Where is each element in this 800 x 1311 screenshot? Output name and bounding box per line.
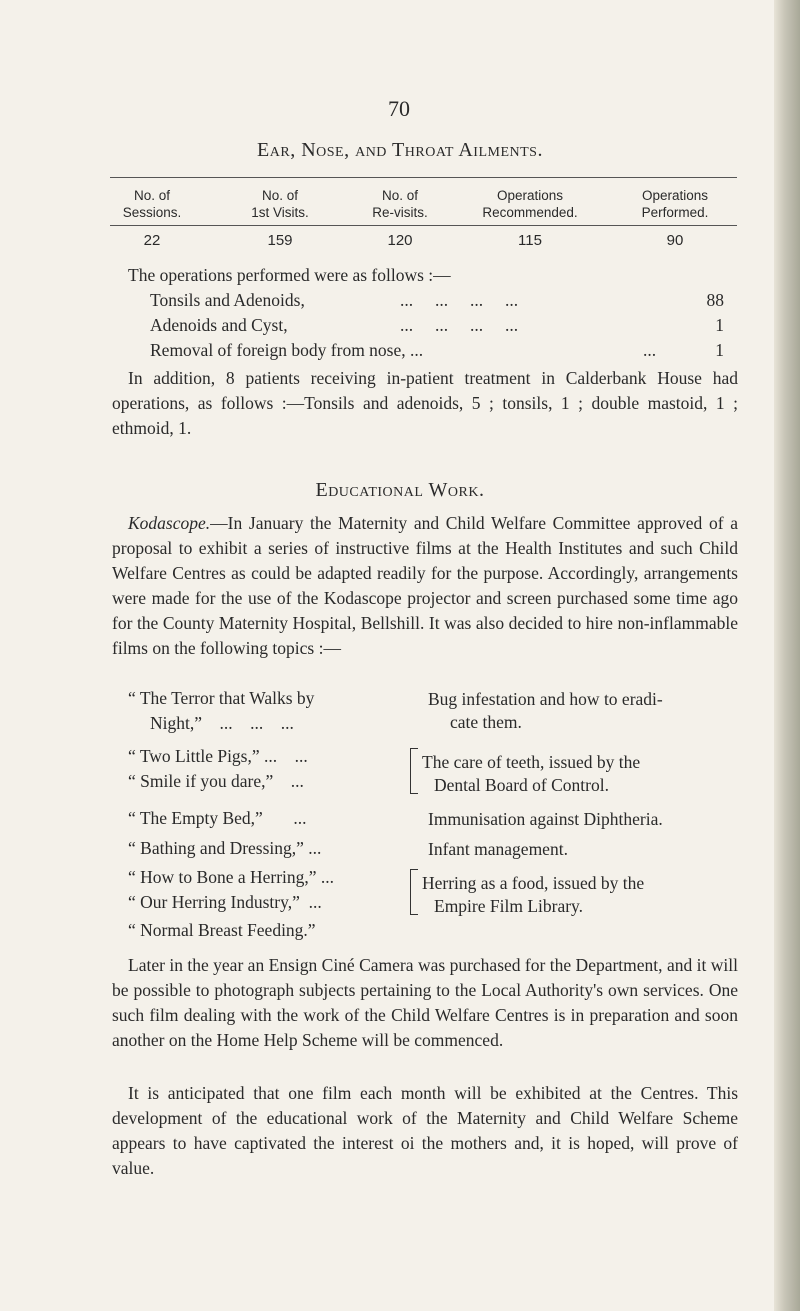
- operation-count: 1: [715, 315, 724, 335]
- table-cell-first-visits: 159: [267, 232, 293, 249]
- table-header-sessions: [112, 187, 192, 221]
- header-line: Recommended.: [482, 205, 578, 220]
- film-title: Night,” ... ... ...: [150, 713, 294, 733]
- brace: [410, 748, 418, 794]
- film-title: “ Our Herring Industry,” ...: [128, 892, 322, 912]
- brace: [410, 869, 418, 915]
- film-topic: Immunisation against Diphtheria.: [428, 809, 663, 829]
- film-topic: [422, 751, 742, 797]
- header-line: 1st Visits.: [251, 205, 309, 220]
- film-topic: [422, 872, 742, 918]
- table-header-ops-performed: [620, 187, 730, 221]
- operation-label: Removal of foreign body from nose, ...: [150, 340, 424, 360]
- table-cell-sessions: 22: [143, 232, 161, 249]
- camera-paragraph: Later in the year an Ensign Ciné Camera was purchased for the Department, and it will be possible to photograph subjects pertaining to the Local Authority's own services. One such film dealing with the work of the Child Welfare Centres is in preparation and soon another on the Home Help Scheme will be commenced.: [112, 955, 738, 1050]
- header-line: No. of: [133, 188, 171, 203]
- header-line: Performed.: [641, 205, 709, 220]
- operation-count: 1: [715, 340, 724, 360]
- topic-line: Herring as a food, issued by the: [422, 873, 645, 893]
- topic-line: cate them.: [450, 712, 522, 732]
- film-title: “ The Empty Bed,” ...: [128, 808, 307, 828]
- table-cell-ops-performed: 90: [666, 232, 684, 249]
- operations-intro: The operations performed were as follows :—: [128, 265, 451, 285]
- film-title: “ Normal Breast Feeding.”: [128, 920, 316, 940]
- table-top-rule: [110, 177, 737, 178]
- operation-leader: ...: [643, 340, 657, 360]
- table-header-first-visits: [230, 187, 330, 221]
- education-section-title: Educational Work.: [315, 479, 485, 501]
- film-title: “ Two Little Pigs,” ... ...: [128, 746, 308, 766]
- film-title: “ The Terror that Walks by: [128, 688, 315, 708]
- page-edge-shadow: [774, 0, 800, 1311]
- operation-leader: ... ... ... ...: [400, 315, 519, 335]
- calderbank-paragraph: In addition, 8 patients receiving in-patient treatment in Calderbank House had operations, as follows :—Tonsils and adenoids, 5 ; tonsils, 1 ; double mastoid, 1 ; ethmoid, 1.: [112, 368, 738, 438]
- ent-section-title: Ear, Nose, and Throat Ailments.: [257, 139, 543, 161]
- topic-line: Empire Film Library.: [434, 896, 584, 916]
- film-title: “ How to Bone a Herring,” ...: [128, 867, 335, 887]
- table-cell-ops-recommended: 115: [518, 232, 542, 249]
- operation-label: Tonsils and Adenoids,: [150, 290, 305, 310]
- film-topic: Infant management.: [428, 839, 568, 859]
- table-header-ops-recommended: [470, 187, 590, 221]
- kodascope-paragraph: [112, 511, 738, 661]
- header-line: Operations: [496, 188, 564, 203]
- operation-count: 88: [706, 290, 724, 310]
- header-line: Operations: [641, 188, 709, 203]
- closing-paragraph: It is anticipated that one film each month will be exhibited at the Centres. This development of the educational work of the Maternity and Child Welfare Scheme appears to have captivated the interest oi the mothers and, it is hoped, will prove of value.: [112, 1083, 738, 1178]
- operation-leader: ... ... ... ...: [400, 290, 519, 310]
- table-header-re-visits: [350, 187, 450, 221]
- kodascope-label: Kodascope.: [128, 513, 211, 533]
- table-header-rule: [110, 225, 737, 226]
- page-number: 70: [388, 96, 410, 121]
- header-line: Sessions.: [122, 205, 182, 220]
- film-topic: [428, 688, 748, 734]
- film-title: “ Smile if you dare,” ...: [128, 771, 304, 791]
- film-title: “ Bathing and Dressing,” ...: [128, 838, 322, 858]
- topic-line: Dental Board of Control.: [434, 775, 609, 795]
- header-line: No. of: [381, 188, 419, 203]
- kodascope-text: —In January the Maternity and Child Welfare Committee approved of a proposal to exhibit a series of instructive films at the Health Institutes and such Child Welfare Centres as could be adapted readily for the purpose. Accordingly, arrangements were made for the use of the Kodascope projector and screen purchased some time ago for the County Maternity Hospital, Bellshill. It was also decided to hire non-inflammable films on the following topics :—: [112, 513, 738, 658]
- header-line: No. of: [261, 188, 299, 203]
- topic-line: The care of teeth, issued by the: [422, 752, 641, 772]
- topic-line: Bug infestation and how to eradi-: [428, 689, 663, 709]
- operation-label: Adenoids and Cyst,: [150, 315, 288, 335]
- table-cell-re-visits: 120: [387, 232, 413, 249]
- header-line: Re-visits.: [372, 205, 428, 220]
